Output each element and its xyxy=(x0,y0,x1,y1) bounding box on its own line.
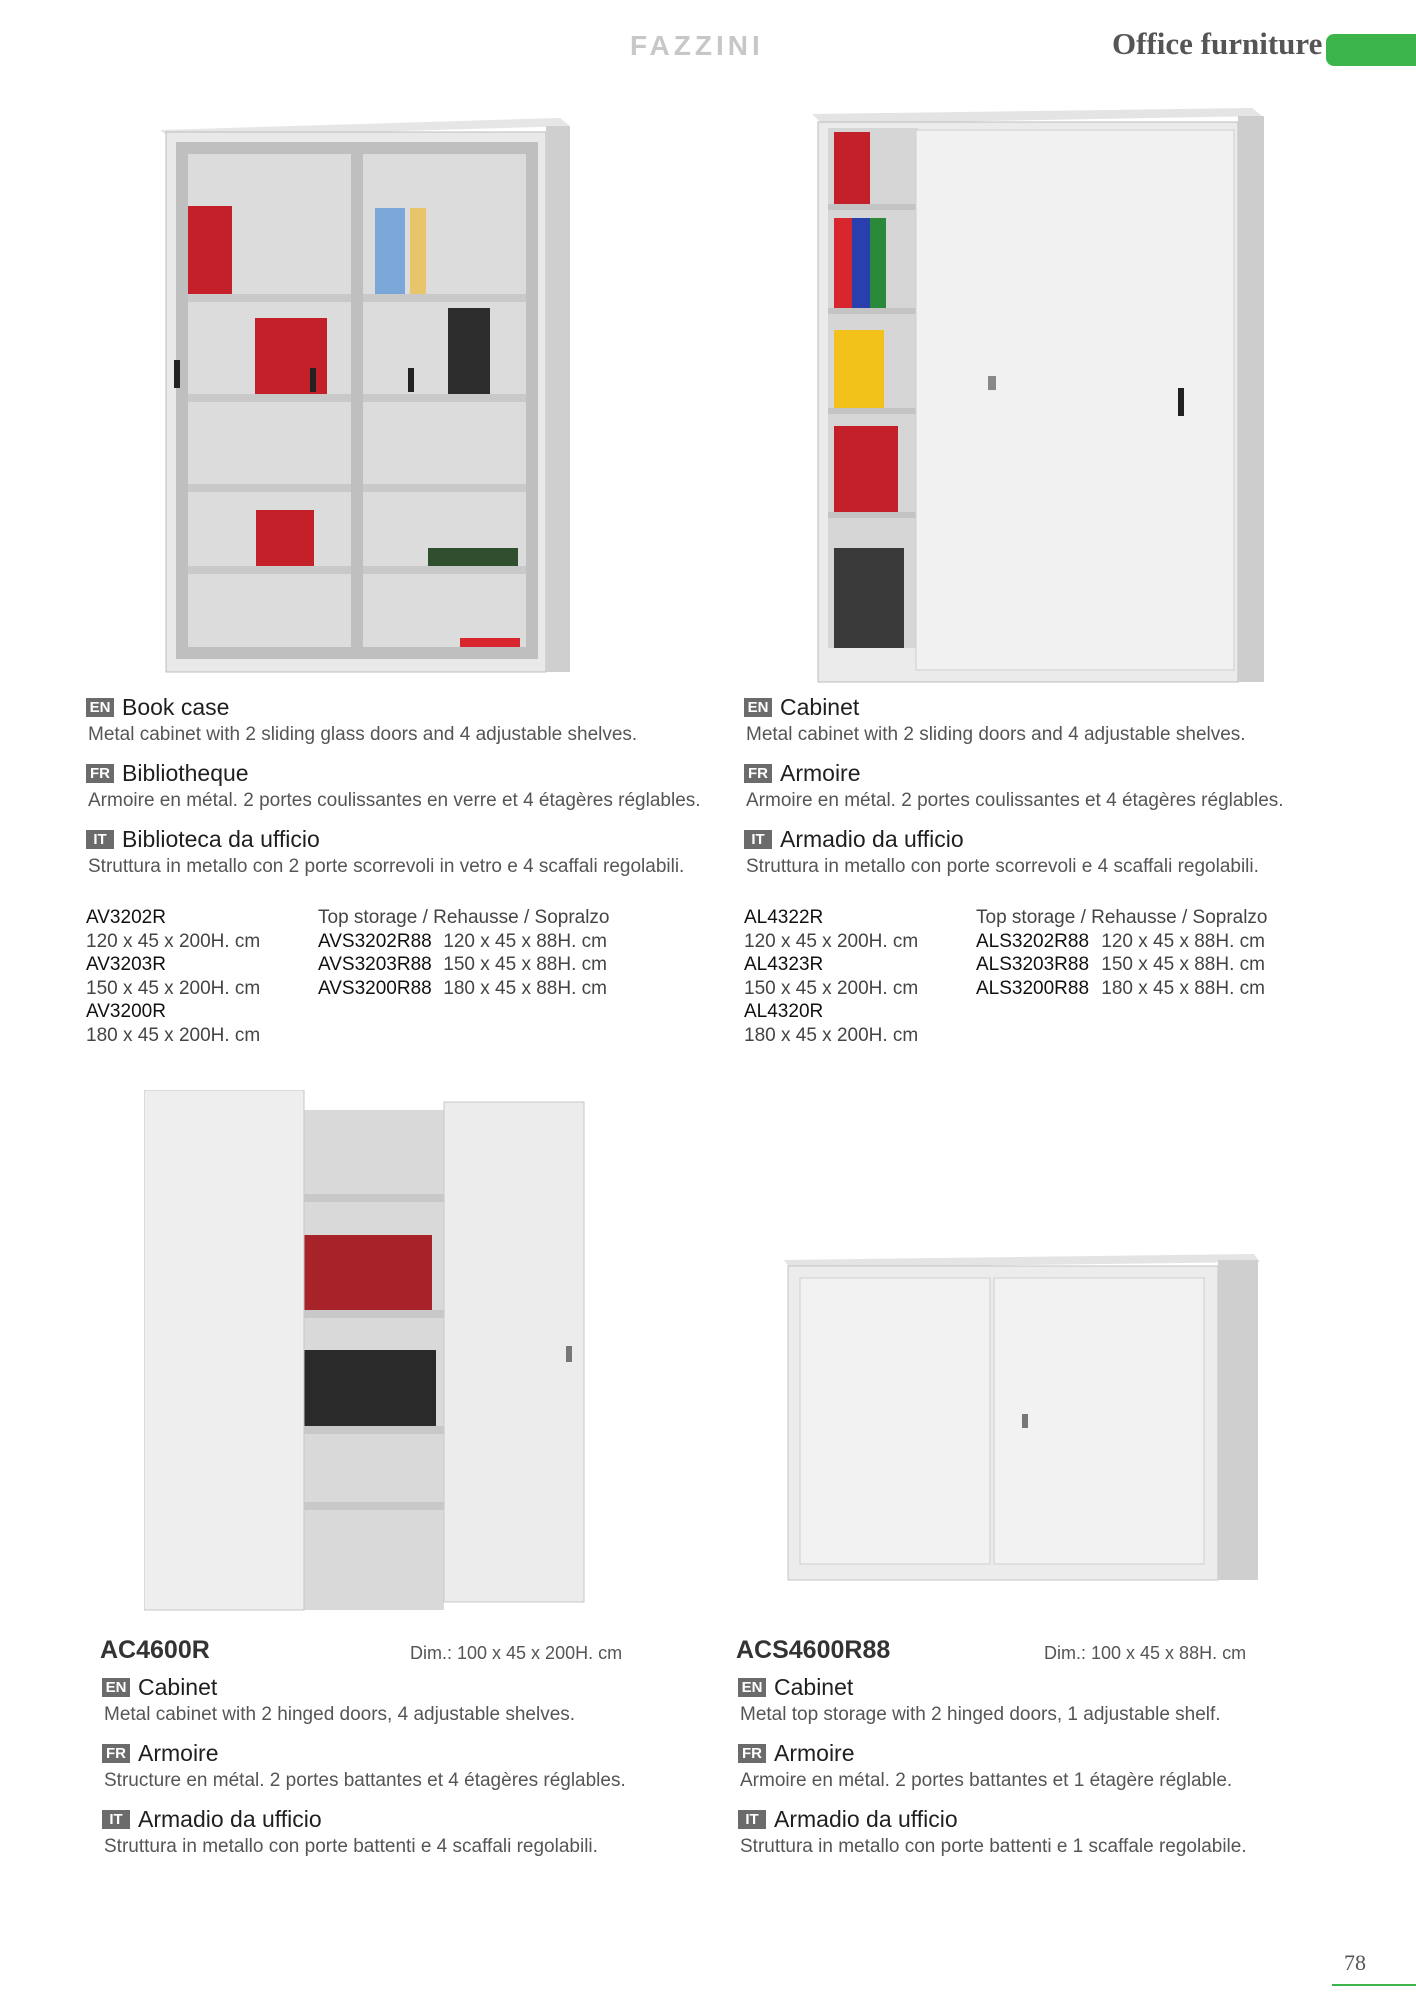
page-number-rule xyxy=(1332,1984,1416,1986)
model-code: AV3202R xyxy=(86,907,166,928)
product-desc-en: Metal cabinet with 2 sliding glass doors and 4 adjustable shelves. xyxy=(88,724,638,745)
product-title-it: Armadio da ufficio xyxy=(780,825,964,852)
model-code: AC4600R xyxy=(100,1636,210,1664)
top-storage-code: ALS3202R88 xyxy=(976,930,1090,952)
top-storage-list xyxy=(976,906,1268,1000)
top-storage-list xyxy=(318,906,610,1000)
top-storage-image xyxy=(784,1254,1264,1594)
product-title-it: Armadio da ufficio xyxy=(138,1805,322,1832)
product-desc-fr: Armoire en métal. 2 portes battantes et 1 étagère réglable. xyxy=(740,1770,1233,1791)
product-desc-en: Metal cabinet with 2 sliding doors and 4 adjustable shelves. xyxy=(746,724,1246,745)
product-desc-it: Struttura in metallo con 2 porte scorrevoli in vetro e 4 scaffali regolabili. xyxy=(88,856,685,877)
model-list xyxy=(86,906,260,1047)
product-title-fr: Armoire xyxy=(774,1739,855,1766)
model-dim: 120 x 45 x 200H. cm xyxy=(86,930,261,952)
lang-tag-it: IT xyxy=(744,830,772,849)
product-desc-it: Struttura in metallo con porte battenti e 1 scaffale regolabile. xyxy=(740,1836,1247,1857)
lang-tag-fr: FR xyxy=(102,1744,130,1763)
model-code: AL4323R xyxy=(744,954,824,975)
model-dimensions: Dim.: 100 x 45 x 200H. cm xyxy=(410,1643,623,1663)
model-code: AV3203R xyxy=(86,954,166,975)
product-title-it: Armadio da ufficio xyxy=(774,1805,958,1832)
fr-heading xyxy=(744,758,1384,788)
product-title-fr: Armoire xyxy=(780,759,861,786)
model-dim: 180 x 45 x 200H. cm xyxy=(86,1024,261,1046)
model-list xyxy=(744,906,918,1047)
product-title-fr: Armoire xyxy=(138,1739,219,1766)
product-title-en: Cabinet xyxy=(138,1673,218,1700)
product-desc-it: Struttura in metallo con porte scorrevoli e 4 scaffali regolabili. xyxy=(746,856,1259,877)
hinged-cabinet-image xyxy=(144,1090,594,1620)
model-dim: 150 x 45 x 200H. cm xyxy=(86,977,261,999)
fr-heading xyxy=(102,1738,742,1768)
lang-tag-fr: FR xyxy=(86,764,114,783)
product-title-fr: Bibliotheque xyxy=(122,759,249,786)
sliding-cabinet-image xyxy=(812,108,1272,698)
product-desc-it: Struttura in metallo con porte battenti e 4 scaffali regolabili. xyxy=(104,1836,598,1857)
top-storage-dim: 150 x 45 x 88H. cm xyxy=(1101,954,1265,975)
top-storage-dim: 180 x 45 x 88H. cm xyxy=(443,977,607,999)
top-storage-code: AVS3202R88 xyxy=(318,930,432,952)
model-code: ACS4600R88 xyxy=(736,1636,891,1664)
lang-tag-en: EN xyxy=(738,1678,766,1697)
lang-tag-it: IT xyxy=(86,830,114,849)
lang-tag-fr: FR xyxy=(744,764,772,783)
bookcase-image xyxy=(160,118,580,678)
lang-tag-it: IT xyxy=(738,1810,766,1829)
en-heading xyxy=(86,692,726,722)
model-dim: 180 x 45 x 200H. cm xyxy=(744,1024,919,1046)
top-storage-code: ALS3203R88 xyxy=(976,954,1090,975)
product-title-en: Cabinet xyxy=(774,1673,854,1700)
top-storage-dim: 120 x 45 x 88H. cm xyxy=(443,930,607,952)
product-desc-fr: Armoire en métal. 2 portes coulissantes en verre et 4 étagères réglables. xyxy=(88,790,701,811)
lang-tag-en: EN xyxy=(744,698,772,717)
section-title: Office furniture xyxy=(1112,26,1323,61)
lang-tag-en: EN xyxy=(102,1678,130,1697)
it-heading xyxy=(102,1804,742,1834)
it-heading xyxy=(86,824,726,854)
top-storage-code: AVS3203R88 xyxy=(318,954,432,975)
top-storage-label: Top storage / Rehausse / Sopralzo xyxy=(318,907,610,928)
top-storage-dim: 120 x 45 x 88H. cm xyxy=(1101,930,1265,952)
product-title-en: Book case xyxy=(122,693,230,720)
model-code: AL4320R xyxy=(744,1001,824,1022)
model-dim: 120 x 45 x 200H. cm xyxy=(744,930,919,952)
top-storage-code: AVS3200R88 xyxy=(318,977,432,999)
fr-heading xyxy=(738,1738,1378,1768)
product-title-it: Biblioteca da ufficio xyxy=(122,825,320,852)
product-desc-en: Metal cabinet with 2 hinged doors, 4 adjustable shelves. xyxy=(104,1704,576,1725)
product-title-en: Cabinet xyxy=(780,693,860,720)
model-dimensions: Dim.: 100 x 45 x 88H. cm xyxy=(1044,1643,1247,1663)
model-code: AV3200R xyxy=(86,1001,166,1022)
product-desc-en: Metal top storage with 2 hinged doors, 1 adjustable shelf. xyxy=(740,1704,1221,1725)
page-number: 78 xyxy=(1344,1950,1366,1975)
top-storage-dim: 150 x 45 x 88H. cm xyxy=(443,954,607,975)
product-desc-fr: Structure en métal. 2 portes battantes et 4 étagères réglables. xyxy=(104,1770,626,1791)
top-storage-code: ALS3200R88 xyxy=(976,977,1090,999)
top-storage-label: Top storage / Rehausse / Sopralzo xyxy=(976,907,1268,928)
en-heading xyxy=(738,1672,1378,1702)
en-heading xyxy=(102,1672,742,1702)
model-dim: 150 x 45 x 200H. cm xyxy=(744,977,919,999)
en-heading xyxy=(744,692,1384,722)
lang-tag-fr: FR xyxy=(738,1744,766,1763)
brand-logo: FAZZINI xyxy=(630,30,764,61)
product-desc-fr: Armoire en métal. 2 portes coulissantes et 4 étagères réglables. xyxy=(746,790,1284,811)
model-code: AL4322R xyxy=(744,907,824,928)
it-heading xyxy=(738,1804,1378,1834)
section-tab xyxy=(1326,34,1416,66)
it-heading xyxy=(744,824,1384,854)
top-storage-dim: 180 x 45 x 88H. cm xyxy=(1101,977,1265,999)
lang-tag-en: EN xyxy=(86,698,114,717)
fr-heading xyxy=(86,758,726,788)
lang-tag-it: IT xyxy=(102,1810,130,1829)
